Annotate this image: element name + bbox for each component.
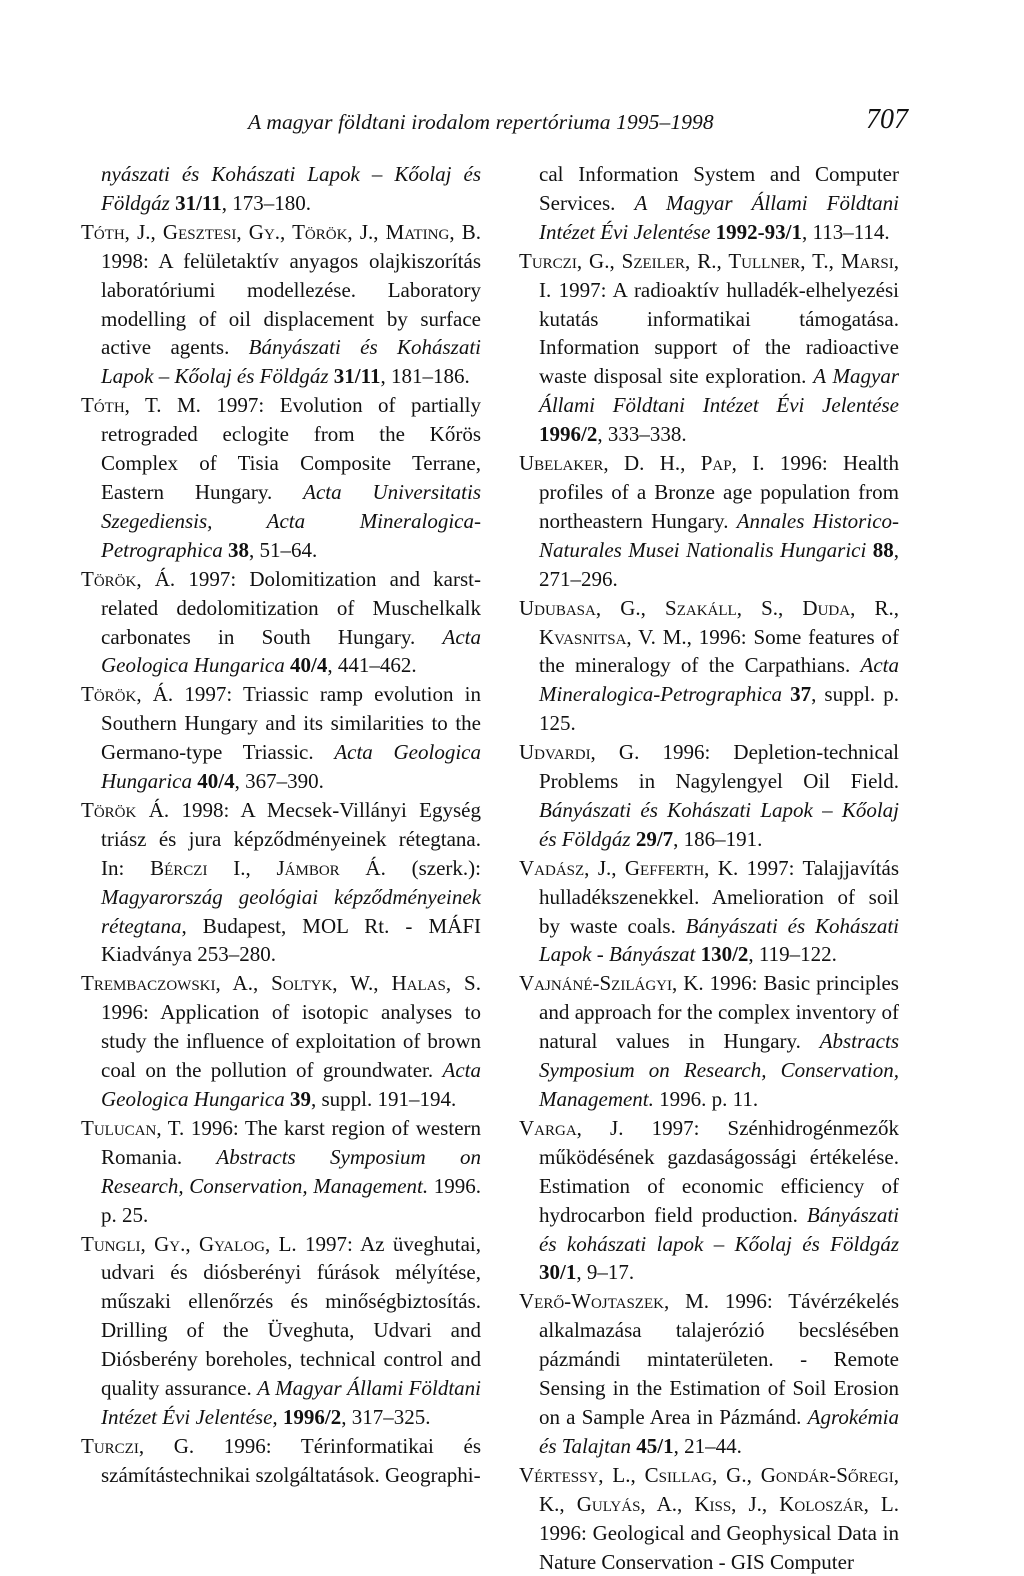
entry-volume: 38 (227, 537, 249, 562)
entry-source: A Magyar Állami Földtani Intézet Évi Jelentése (539, 364, 899, 418)
entry-authors: Bérczi I., Jámbor Á. (150, 855, 386, 880)
entry-text: 1997: A radioaktív hulladék-elhelyezési kutatás informatikai támogatása. Information support of the radioactive waste disposal site exploration. (539, 277, 899, 389)
entry-authors: Tóth, J., Gesztesi, Gy., Török, J., Mating, B. (81, 219, 481, 244)
entry-source: Abstracts Symposium on Research, Conservation, Management. (539, 1029, 899, 1111)
entry-text: 1996. p. 25. (101, 1173, 482, 1227)
entry-authors: Tóth, T. M. (81, 393, 201, 418)
entry-text: 1996: Geological and Geophysical Data in Nature Conservation - GIS Computer (539, 1520, 899, 1574)
entry-source: nyászati és Kohászati Lapok – Kőolaj és Földgáz (101, 162, 481, 215)
entry-text: , 271–296. (539, 537, 899, 591)
bibliography-entry-torok-a1 (81, 565, 481, 681)
entry-source: Abstracts Symposium on Research, Conservation, Management. (101, 1144, 481, 1198)
entry-authors: Turczi, G., Szeiler, R., Tullner, T., Marsi, I. (519, 248, 899, 302)
entry-source: Acta Mineralogica-Petrographica (539, 653, 899, 707)
bibliography-entry-vajnane (519, 969, 899, 1114)
entry-authors: Verő-Wojtaszek, M. (519, 1289, 710, 1314)
bibliography-entry-toth-cont (81, 160, 481, 218)
entry-source: Bányászati és kohászati lapok – Kőolaj és Földgáz (539, 1202, 899, 1256)
entry-authors: Trembaczowski, A., Soltyk, W., Halas, S. (81, 971, 481, 996)
bibliography-entry-toth-geszt (81, 218, 481, 391)
entry-text: 1996: Basic principles and approach for the complex inventory of natural values in Hungary. (539, 971, 899, 1054)
entry-authors: Török Á. (81, 797, 170, 822)
entry-text: , 186–191. (673, 826, 763, 851)
entry-text: 1998: A Mecsek-Villányi Egység triász és jura képződményeinek rétegtana. In: (101, 797, 481, 880)
entry-authors: Udvardi, G. (519, 740, 640, 765)
entry-text: 1996: Depletion-technical Problems in Nagylengyel Oil Field. (539, 740, 899, 794)
entry-authors: Török, Á. (81, 682, 174, 707)
entry-text: 1997: Dolomitization and karst-related dedolomitization of Muschelkalk carbonates in South Hungary. (101, 566, 481, 649)
entry-text: 1996: Application of isotopic analyses to study the influence of exploitation of brown coal on the pollution of groundwater. (101, 1000, 481, 1083)
entry-text: 1998: A felületaktív anyagos olajkiszorítás laboratóriumi modellezése. Laboratory modelling of oil displacement by surface active agents. (101, 248, 481, 360)
entry-authors: Ubelaker, D. H., Pap, I. (519, 451, 765, 476)
entry-text: , 51–64. (248, 537, 318, 562)
entry-text: 1996: Térinformatikai és számítástechnikai szolgáltatások. Geographi- (101, 1433, 482, 1487)
entry-volume: 40/4 (197, 769, 235, 794)
entry-source: Acta Geologica Hungarica (101, 624, 481, 678)
entry-text: cal Information System and Computer Services. (539, 162, 899, 215)
entry-volume: 29/7 (635, 826, 674, 851)
bibliography-entry-torok-a2 (81, 680, 481, 796)
entry-authors: Tungli, Gy., Gyalog, L. (81, 1231, 297, 1256)
bibliography-entry-torok-a3 (81, 796, 481, 969)
entry-text: 1996. p. 11. (653, 1087, 759, 1111)
entry-text: , 333–338. (597, 422, 687, 447)
entry-volume: 30/1 (539, 1260, 577, 1285)
entry-volume: 1996/2 (539, 422, 598, 447)
entry-text: , 173–180. (221, 190, 312, 215)
bibliography-entry-tungli (81, 1230, 481, 1432)
entry-text: , 113–114. (801, 219, 890, 244)
bibliography-entry-vadasz (519, 854, 899, 970)
entry-source: Bányászati és Kohászati Lapok – Kőolaj és Földgáz (101, 335, 481, 389)
entry-volume: 40/4 (289, 653, 328, 678)
entry-source: Bányászati és Kohászati Lapok - Bányászat (539, 913, 899, 967)
entry-text: 1997: Triassic ramp evolution in Southern Hungary and its similarities to the Germano-type Triassic. (101, 682, 482, 765)
running-header (248, 104, 908, 148)
entry-authors: Turczi, G. (81, 1433, 195, 1458)
entry-authors: Varga, J. (519, 1115, 624, 1140)
entry-authors: Vadász, J., Gefferth, K. (519, 855, 739, 880)
entry-source: A Magyar Állami Földtani Intézet Évi Jelentése, (101, 1376, 481, 1429)
entry-text: 1996: The karst region of western Romania. (101, 1115, 482, 1169)
entry-volume: 130/2 (700, 942, 749, 967)
entry-text: 1997: Evolution of partially retrograded eclogite from the Kőrös Complex of Tisia Composite Terrane, Eastern Hungary. (101, 393, 481, 504)
bibliography-entry-toth-tm (81, 391, 481, 564)
journal-title: A magyar földtani irodalom repertóriuma 1995–1998 (248, 110, 714, 134)
bibliography-entry-tulucan (81, 1114, 481, 1230)
entry-volume: 45/1 (636, 1433, 674, 1458)
entry-text: , 119–122. (748, 942, 837, 967)
entry-text: , suppl. 191–194. (310, 1087, 457, 1111)
bibliography-entry-turczi-g1 (81, 1432, 481, 1490)
entry-source: Acta Universitatis Szegediensis, Acta Mineralogica-Petrographica (101, 479, 481, 562)
entry-text: , 441–462. (327, 653, 417, 678)
entry-source: A Magyar Állami Földtani Intézet Évi Jelentése (539, 190, 899, 244)
entry-authors: Udubasa, G., Szakáll, S., Duda, R., Kvasnitsa, V. M. (519, 595, 899, 649)
entry-text: , 181–186. (380, 364, 470, 389)
entry-text: , 367–390. (234, 769, 324, 794)
bibliography-entry-trembaczowski (81, 969, 481, 1114)
entry-text: 1996: Health profiles of a Bronze age population from northeastern Hungary. (539, 451, 900, 533)
right-column (519, 160, 899, 1576)
bibliography-entry-vero (519, 1287, 899, 1460)
entry-text: , 317–325. (341, 1404, 431, 1429)
entry-volume: 39 (289, 1087, 311, 1111)
bibliography-entry-turczi-g2 (519, 247, 899, 449)
entry-source: Agrokémia és Talajtan (539, 1404, 899, 1458)
bibliography-entry-udvardi (519, 738, 899, 854)
entry-authors: Vajnáné-Szilágyi, K. (519, 971, 704, 996)
entry-text: (szerk.): (385, 855, 482, 880)
entry-volume: 31/11 (175, 190, 222, 215)
entry-source: Magyarország geológiai képződményeinek rétegtana (101, 884, 481, 938)
entry-text: 1997: Szénhidrogénmezők működésének gazdaságossági értékelése. Estimation of economic efficiency of hydrocarbon field production. (539, 1115, 899, 1227)
entry-authors: Tulucan, T. (81, 1115, 185, 1140)
entry-volume: 88 (872, 537, 894, 562)
left-column (81, 160, 481, 1490)
entry-text: 1997: Talajjavítás hulladékszenekkel. Amelioration of soil by waste coals. (539, 855, 900, 938)
bibliography-entry-varga (519, 1114, 899, 1287)
entry-volume: 1996/2 (282, 1404, 342, 1429)
entry-source: Acta Geologica Hungarica (101, 740, 481, 794)
entry-source: Acta Geologica Hungarica (101, 1058, 481, 1111)
entry-text: , 9–17. (576, 1260, 635, 1285)
bibliography-entry-ubelaker (519, 449, 899, 594)
bibliography-entry-udubasa (519, 594, 899, 739)
entry-text: 1997: Az üveghutai, udvari és diósberényi fúrások mélyítése, műszaki ellenőrzés és minőségbiztosítás. Drilling of the Üveghuta, Udvari and Diósberény boreholes, technical control and quality assurance. (101, 1231, 481, 1401)
entry-text: , Budapest, MOL Rt. - MÁFI Kiadványa 253–280. (101, 913, 481, 967)
entry-text: , 1996: Some features of the mineralogy of the Carpathians. (539, 624, 900, 678)
entry-volume: 37 (790, 682, 812, 707)
entry-source: Annales Historico-Naturales Musei Nationalis Hungarici (539, 508, 900, 562)
entry-authors: Vértessy, L., Csillag, G., Gondár-Sőregi, K., Gulyás, A., Kiss, J., Koloszár, L. (519, 1462, 899, 1516)
page-number: 707 (866, 104, 908, 135)
entry-text: , suppl. p. 125. (539, 682, 899, 736)
entry-text: 1996: Távérzékelés alkalmazása talajerózió becslésében pázmándi mintaterületen. - Remote Sensing in the Estimation of Soil Erosion on a Sample Area in Pázmánd. (539, 1289, 899, 1429)
entry-text: , 21–44. (673, 1433, 742, 1458)
entry-volume: 1992-93/1 (715, 219, 802, 244)
entry-volume: 31/11 (333, 364, 381, 389)
bibliography-entry-turczi-cont (519, 160, 899, 247)
entry-authors: Török, Á. (81, 566, 176, 591)
entry-source: Bányászati és Kohászati Lapok – Kőolaj és Földgáz (539, 797, 899, 851)
